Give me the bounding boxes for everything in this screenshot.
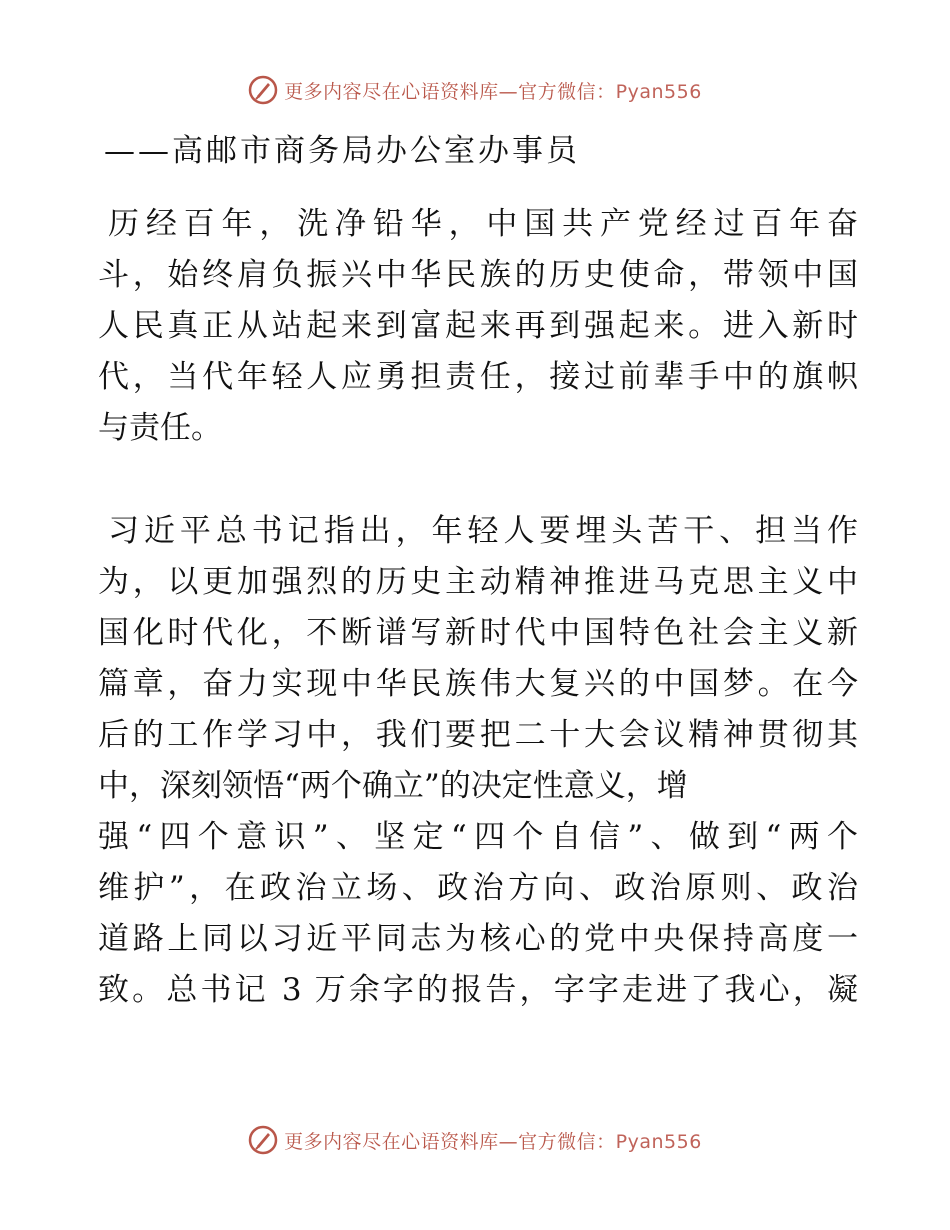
- text-line: 与责任。: [98, 410, 222, 446]
- watermark-footer: [0, 1122, 950, 1158]
- watermark-text: 更多内容尽在心语资料库—官方微信：: [284, 1130, 616, 1153]
- watermark-id: Pyan556: [615, 80, 702, 103]
- quill-logo-icon: [248, 1125, 278, 1155]
- text-line: 后的工作学习中，我们要把二十大会议精神贯彻其: [98, 717, 858, 753]
- page-title: ——高邮市商务局办公室办事员: [104, 133, 580, 169]
- text-line: 道路上同以习近平同志为核心的党中央保持高度一: [98, 921, 858, 957]
- text-line: 历经百年，洗净铅华，中国共产党经过百年奋: [108, 206, 858, 242]
- text-line: 强“四个意识”、坚定“四个自信”、做到“两个: [98, 819, 858, 855]
- text-line: 篇章，奋力实现中华民族伟大复兴的中国梦。在今: [98, 666, 858, 702]
- text-line: 中，深刻领悟“两个确立”的决定性意义，增: [98, 768, 688, 804]
- text-line: 习近平总书记指出，年轻人要埋头苦干、担当作: [108, 513, 858, 549]
- paragraph-2: [98, 506, 858, 1016]
- text-line: 人民真正从站起来到富起来再到强起来。进入新时: [98, 308, 858, 344]
- paragraph-1: [98, 199, 858, 454]
- text-line: 国化时代化，不断谱写新时代中国特色社会主义新: [98, 615, 858, 651]
- watermark-id: Pyan556: [615, 1130, 702, 1153]
- watermark-text: 更多内容尽在心语资料库—官方微信：: [284, 80, 616, 103]
- text-line: 致。总书记 3 万余字的报告，字字走进了我心，凝: [98, 972, 858, 1008]
- text-line: 为，以更加强烈的历史主动精神推进马克思主义中: [98, 564, 858, 600]
- watermark-header: [0, 72, 950, 108]
- quill-logo-icon: [248, 75, 278, 105]
- text-line: 代，当代年轻人应勇担责任，接过前辈手中的旗帜: [98, 359, 858, 395]
- text-line: 维护”，在政治立场、政治方向、政治原则、政治: [98, 870, 858, 906]
- text-line: 斗，始终肩负振兴中华民族的历史使命，带领中国: [98, 257, 858, 293]
